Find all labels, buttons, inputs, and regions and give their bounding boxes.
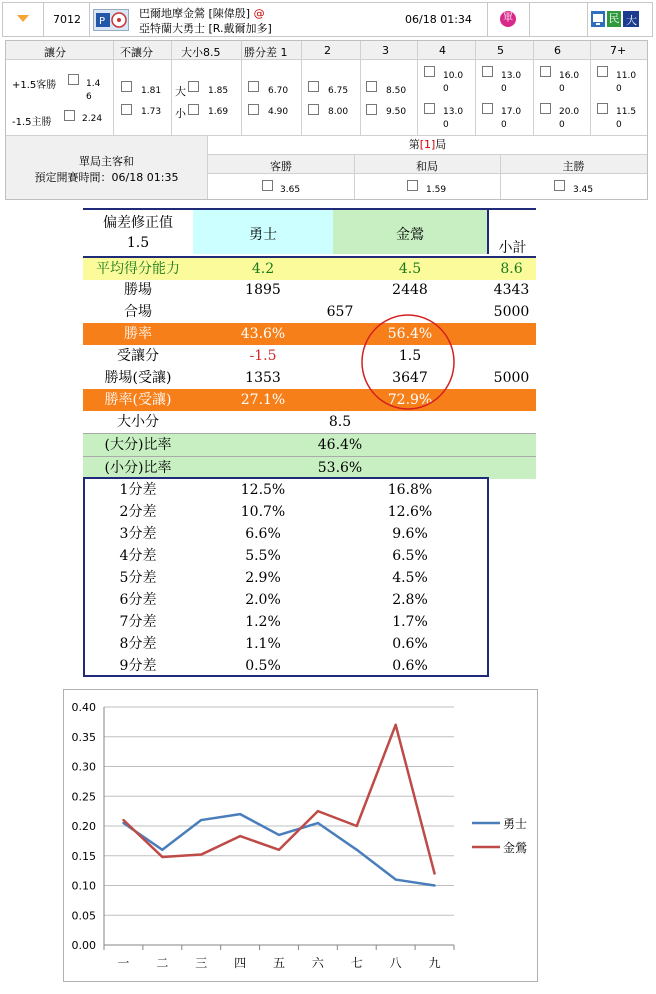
correction-label: 偏差修正值 (103, 215, 173, 231)
wins-adj-sum: 5000 (493, 370, 530, 386)
under-rate-row (83, 456, 536, 479)
empty-cell (529, 3, 588, 36)
margin-3-away-odds: 8.50 (386, 86, 407, 96)
no-handicap-home-checkbox[interactable] (121, 104, 132, 115)
diff-team2: 4.5% (392, 570, 428, 586)
highlight-circle (358, 312, 458, 412)
winrate-adj-team2: 72.9% (387, 392, 433, 408)
winrate-adj-team1: 27.1% (240, 392, 286, 408)
avg-team1: 4.2 (251, 261, 275, 277)
total-row (83, 411, 536, 433)
col-margin-7plus: 7+ (610, 44, 627, 57)
data-point (394, 878, 396, 880)
handicap-home-odds: 2.24 (82, 114, 103, 124)
ties-row (83, 301, 536, 323)
under-rate-label: (小分)比率 (104, 460, 172, 476)
at-symbol: @ (253, 7, 265, 20)
diff-row (83, 545, 487, 567)
x-tick-label: 八 (389, 956, 402, 970)
total-value: 8.5 (328, 414, 352, 430)
data-point (356, 825, 358, 827)
under-label: 小 (175, 107, 186, 120)
data-point (317, 822, 319, 824)
wins-row (83, 279, 536, 301)
diff-team2: 0.6% (392, 658, 428, 674)
margin-3-away-checkbox[interactable] (366, 81, 377, 92)
wins-adj-team2: 3647 (392, 370, 428, 386)
line-chart (64, 690, 537, 981)
col-margin-5: 5 (497, 44, 504, 57)
margin-2-home-checkbox[interactable] (308, 104, 319, 115)
avg-sum: 8.6 (500, 261, 523, 277)
margin-5-home-odds: 17.0 0 (501, 107, 522, 130)
margin-3-home-checkbox[interactable] (366, 104, 377, 115)
diff-label: 5分差 (119, 570, 157, 586)
margin-1-home-checkbox[interactable] (248, 104, 259, 115)
wins-sum: 4343 (493, 282, 530, 298)
over-rate-row (83, 433, 536, 456)
margin-2-away-checkbox[interactable] (308, 81, 319, 92)
winrate-adj-label: 勝率(受讓) (104, 392, 172, 408)
y-tick-label: 0.05 (71, 909, 96, 923)
data-point (278, 849, 280, 851)
handicap-away-label: +1.5客勝 (12, 80, 57, 91)
pitcher-away[interactable]: [陳偉殷] (208, 7, 251, 20)
datetime-cell (401, 3, 488, 36)
diff-row (83, 589, 487, 611)
margin-6-away-odds: 16.0 0 (559, 71, 580, 94)
odds-header-row (6, 41, 647, 60)
inning-header (208, 136, 647, 155)
ties-sum: 5000 (493, 304, 530, 320)
inning-away-odds: 3.65 (280, 185, 301, 195)
y-tick-label: 0.35 (71, 730, 96, 744)
y-tick-label: 0.00 (71, 939, 96, 952)
margin-7plus-home-odds: 11.5 0 (616, 107, 637, 130)
col-margin-3: 3 (382, 44, 389, 57)
no-handicap-home-odds: 1.73 (141, 107, 162, 117)
channel-logo-icon[interactable] (623, 11, 639, 27)
svg-text:P: P (99, 16, 106, 27)
diff-label: 7分差 (119, 614, 157, 630)
pitcher-home[interactable]: [R.戴爾加多] (208, 22, 272, 35)
data-point (433, 884, 435, 886)
margin-3-home-odds: 9.50 (386, 107, 407, 117)
team-home-name[interactable]: 亞特蘭大勇士 (139, 22, 205, 35)
spread-team1: -1.5 (249, 348, 277, 364)
inning-label: 單局主客和 (79, 155, 134, 168)
diff-team2: 2.8% (392, 592, 428, 608)
over-odds: 1.85 (208, 86, 229, 96)
inning-home-checkbox[interactable] (554, 180, 565, 191)
over-rate-label: (大分)比率 (104, 437, 172, 453)
logo-cell (587, 3, 652, 36)
col-margin-1: 勝分差 1 (244, 46, 288, 59)
y-tick-label: 0.40 (71, 701, 96, 714)
x-tick-label: 三 (195, 956, 208, 970)
col-handicap: 讓分 (44, 46, 66, 59)
diff-team2: 12.6% (387, 504, 433, 520)
no-handicap-away-odds: 1.81 (141, 86, 162, 96)
teams-cell (89, 3, 401, 36)
margin-4-away-odds: 10.0 0 (443, 71, 464, 94)
wins-label: 勝場 (124, 282, 152, 298)
inning-home-odds: 3.45 (573, 185, 594, 195)
total-label: 大小分 (117, 414, 159, 430)
y-tick-label: 0.15 (71, 849, 96, 863)
margin-6-home-odds: 20.0 0 (559, 107, 580, 130)
inning-number[interactable]: [1] (419, 138, 436, 151)
diff-team1: 10.7% (240, 504, 286, 520)
diff-row (83, 633, 487, 655)
under-rate-value: 53.6% (317, 460, 363, 476)
wins-adj-team1: 1353 (245, 370, 281, 386)
data-point (161, 856, 163, 858)
avg-team2: 4.5 (398, 261, 422, 277)
data-point (161, 849, 163, 851)
diff-row (83, 655, 487, 677)
col-total: 大小8.5 (181, 46, 221, 59)
margin-5-home-checkbox[interactable] (482, 103, 493, 114)
under-checkbox[interactable] (188, 104, 199, 115)
margin-5-away-checkbox[interactable] (482, 66, 493, 77)
over-checkbox[interactable] (188, 81, 199, 92)
data-point (278, 834, 280, 836)
col-margin-4: 4 (439, 44, 446, 57)
over-label: 大 (175, 85, 186, 98)
margin-1-away-checkbox[interactable] (248, 81, 259, 92)
col-margin-6: 6 (554, 44, 561, 57)
baseball-icon (93, 9, 129, 31)
diff-team1: 12.5% (240, 482, 286, 498)
margin-7plus-away-odds: 11.0 0 (616, 71, 637, 94)
under-odds: 1.69 (208, 107, 229, 117)
winrate-adj-row (83, 389, 536, 411)
team2-header: 金鶯 (396, 227, 424, 243)
x-tick-label: 五 (272, 956, 286, 970)
no-handicap-away-checkbox[interactable] (121, 81, 132, 92)
margin-4-home-odds: 13.0 0 (443, 107, 464, 130)
diff-team1: 6.6% (245, 526, 281, 542)
x-tick-label: 七 (350, 956, 363, 970)
spread-team2: 1.5 (398, 348, 422, 364)
diff-row (83, 501, 487, 523)
diff-team2: 1.7% (392, 614, 428, 630)
subtotal-header: 小計 (498, 240, 527, 256)
col-no-handicap: 不讓分 (120, 46, 153, 59)
margin-6-home-checkbox[interactable] (540, 103, 551, 114)
diff-row (83, 611, 487, 633)
legend-label-1: 勇士 (503, 817, 528, 831)
team1-header: 勇士 (249, 227, 277, 243)
winrate-row (83, 323, 536, 345)
inning-suffix: 局 (435, 138, 447, 151)
match-header (2, 2, 653, 37)
x-tick-label: 四 (234, 956, 247, 970)
diff-label: 4分差 (119, 548, 157, 564)
margin-4-away-checkbox[interactable] (424, 66, 435, 77)
data-point (433, 872, 435, 874)
odds-panel (5, 40, 648, 200)
single-badge[interactable]: 單 (500, 11, 516, 27)
avg-row (83, 256, 536, 280)
y-tick-label: 0.25 (71, 790, 96, 804)
handicap-home-label: -1.5主勝 (12, 117, 52, 128)
wins-team1: 1895 (245, 282, 281, 298)
diff-team2: 16.8% (387, 482, 433, 498)
winrate-team2: 56.4% (387, 326, 433, 342)
diff-label: 8分差 (119, 636, 157, 652)
margin-7plus-home-checkbox[interactable] (597, 103, 608, 114)
diff-label: 2分差 (119, 504, 157, 520)
handicap-home-checkbox[interactable] (64, 110, 75, 121)
x-tick-label: 一 (117, 956, 130, 970)
diff-row (83, 567, 487, 589)
single-cell (487, 3, 530, 36)
spread-label: 受讓分 (117, 348, 159, 364)
diff-label: 6分差 (119, 592, 157, 608)
data-point (356, 849, 358, 851)
y-tick-label: 0.10 (71, 879, 96, 893)
avg-label: 平均得分能力 (96, 261, 180, 277)
data-point (394, 724, 396, 726)
data-point (239, 835, 241, 837)
over-rate-value: 46.4% (317, 437, 363, 453)
ties-value: 657 (326, 304, 354, 320)
data-point (200, 853, 202, 855)
winrate-team1: 43.6% (240, 326, 286, 342)
diff-team1: 0.5% (245, 658, 281, 674)
margin-6-away-checkbox[interactable] (540, 66, 551, 77)
diff-team2: 0.6% (392, 636, 428, 652)
inning-draw-checkbox[interactable] (407, 180, 418, 191)
margin-2-away-odds: 6.75 (328, 86, 349, 96)
y-tick-label: 0.30 (71, 760, 96, 774)
diff-team1: 1.2% (245, 614, 281, 630)
expand-cell[interactable] (3, 3, 44, 36)
diff-team1: 1.1% (245, 636, 281, 652)
handicap-away-checkbox[interactable] (68, 74, 79, 85)
diff-row (83, 479, 487, 501)
tv-icon[interactable] (591, 11, 605, 27)
diff-label: 9分差 (119, 658, 157, 674)
min-logo[interactable]: 民 (608, 12, 620, 25)
x-tick-label: 二 (156, 956, 169, 970)
inning-draw-label: 和局 (416, 160, 438, 173)
margin-7plus-away-checkbox[interactable] (597, 66, 608, 77)
spread-row (83, 345, 536, 367)
col-margin-2: 2 (324, 44, 331, 57)
x-tick-label: 九 (428, 956, 441, 970)
chart-container (63, 689, 538, 982)
margin-2-home-odds: 8.00 (328, 107, 349, 117)
diff-team1: 5.5% (245, 548, 281, 564)
wins-adj-label: 勝場(受讓) (104, 370, 172, 386)
match-datetime: 06/18 01:34 (405, 13, 472, 26)
margin-5-away-odds: 13.0 0 (501, 71, 522, 94)
diff-team2: 9.6% (392, 526, 428, 542)
handicap-away-odds: 1.4 6 (86, 79, 101, 102)
wins-adj-row (83, 367, 536, 389)
data-point (317, 810, 319, 812)
team-away-name[interactable]: 巴爾地摩金鶯 (139, 7, 205, 20)
chevron-down-icon[interactable] (17, 15, 29, 23)
inning-home-label: 主勝 (562, 160, 585, 173)
series-line-2 (123, 725, 434, 874)
diff-label: 1分差 (119, 482, 157, 498)
data-point (239, 813, 241, 815)
legend-label-2: 金鶯 (503, 841, 528, 855)
diff-team2: 6.5% (392, 548, 428, 564)
diff-label: 3分差 (119, 526, 157, 542)
diff-row (83, 523, 487, 545)
inning-away-label: 客勝 (270, 160, 292, 173)
inning-prefix: 第 (408, 138, 420, 151)
data-point (122, 819, 124, 821)
diff-team1: 2.0% (245, 592, 281, 608)
ties-label: 合場 (124, 304, 152, 320)
margin-1-home-odds: 4.90 (268, 107, 289, 117)
diff-team1: 2.9% (245, 570, 281, 586)
correction-value: 1.5 (126, 235, 150, 251)
margin-1-away-odds: 6.70 (268, 86, 289, 96)
data-point (200, 819, 202, 821)
inning-away-checkbox[interactable] (262, 180, 273, 191)
match-number: 7012 (53, 13, 81, 26)
svg-text:大: 大 (626, 14, 637, 27)
inning-draw-odds: 1.59 (426, 185, 447, 195)
x-tick-label: 六 (311, 956, 324, 970)
winrate-label: 勝率 (124, 326, 152, 342)
wins-team2: 2448 (392, 282, 428, 298)
scheduled-time: 預定開賽時間：06/18 01:35 (34, 171, 179, 184)
match-number-cell (43, 3, 90, 36)
y-tick-label: 0.20 (71, 820, 96, 833)
margin-4-home-checkbox[interactable] (424, 103, 435, 114)
